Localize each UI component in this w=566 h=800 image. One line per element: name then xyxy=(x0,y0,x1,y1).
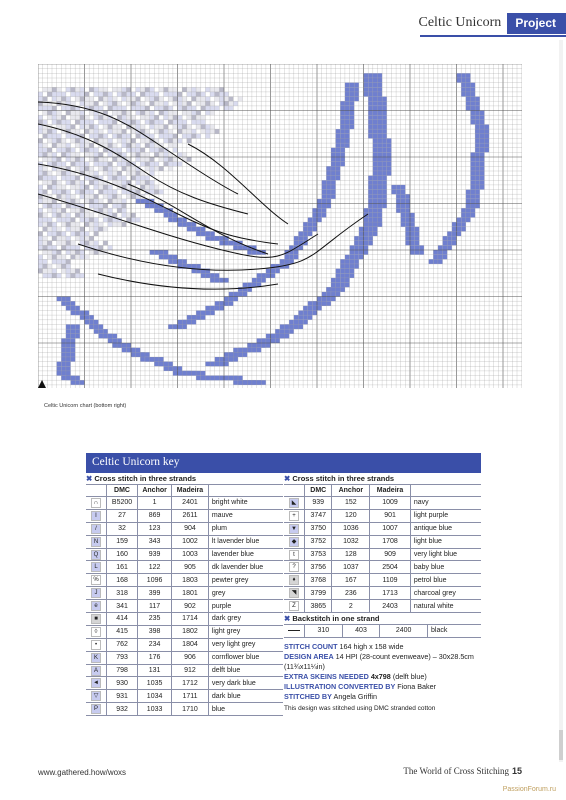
symbol-icon: J xyxy=(91,588,101,598)
table-row: L 161 122 905 dk lavender blue xyxy=(86,561,283,574)
cross-stitch-chart xyxy=(38,64,522,388)
colour-key xyxy=(86,453,481,716)
project-info: STITCH COUNT 164 high x 158 wide DESIGN AREA 14 HPI (28-count evenweave) – 30x28.5cm (11¾x11¼in) EXTRA SKEINS NEEDED 4x798 (delft blue) ILLUSTRATION CONVERTED BY Fiona Baker STITCHED BY Angela Griffin This design was stitched using DMC stranded cotton xyxy=(284,641,474,712)
symbol-icon: I xyxy=(91,511,101,521)
backstitch-table xyxy=(284,625,481,638)
symbol-icon: Q xyxy=(91,550,101,560)
table-row: / 32 123 904 plum xyxy=(86,522,283,535)
cross-icon: ✖ xyxy=(284,614,291,624)
table-row: 310 403 2400 black xyxy=(284,625,481,637)
symbol-icon: / xyxy=(91,524,101,534)
table-row: ? 3756 1037 2504 baby blue xyxy=(284,561,481,574)
table-row: ▼ 3750 1036 1007 antique blue xyxy=(284,522,481,535)
chart-caption: Celtic Unicorn chart (bottom right) xyxy=(44,403,127,409)
symbol-icon: ? xyxy=(289,562,299,572)
table-row: ▽ 931 1034 1711 dark blue xyxy=(86,690,283,703)
table-row: ◥ 3799 236 1713 charcoal grey xyxy=(284,587,481,600)
table-row: N 159 343 1002 lt lavender blue xyxy=(86,535,283,548)
symbol-icon: e xyxy=(91,601,101,611)
table-row: A 798 131 912 delft blue xyxy=(86,664,283,677)
symbol-icon: + xyxy=(289,511,299,521)
symbol-icon: N xyxy=(91,537,101,547)
header-title: Celtic Unicorn xyxy=(418,15,502,30)
key-table-left xyxy=(86,485,283,716)
col-header: DMC xyxy=(305,485,332,497)
symbol-icon: ■ xyxy=(91,614,101,624)
key-title: Celtic Unicorn key xyxy=(86,453,481,473)
table-row: • 762 234 1804 very light grey xyxy=(86,638,283,651)
header-rule xyxy=(420,35,566,37)
key-left-column xyxy=(86,473,283,716)
section-heading: ✖ Cross stitch in three strands xyxy=(86,473,283,485)
section-heading: ✖ Backstitch in one strand xyxy=(284,613,481,625)
symbol-icon: P xyxy=(91,704,101,714)
table-row: ◊ 415 398 1802 light grey xyxy=(86,625,283,638)
table-row: Q 160 939 1003 lavender blue xyxy=(86,548,283,561)
table-row: P 932 1033 1710 blue xyxy=(86,703,283,716)
table-row: ◆ 3752 1032 1708 light blue xyxy=(284,535,481,548)
watermark: PassionForum.ru xyxy=(502,786,556,793)
col-header: Madeira xyxy=(370,485,411,497)
section-heading: ✖ Cross stitch in three strands xyxy=(284,473,481,485)
symbol-icon: ◥ xyxy=(289,588,299,598)
symbol-icon: ◄ xyxy=(91,678,101,688)
symbol-icon: ▼ xyxy=(289,524,299,534)
table-row: J 318 399 1801 grey xyxy=(86,587,283,600)
footer-url: www.gathered.how/woxs xyxy=(38,768,127,777)
table-row: Z 3865 2 2403 natural white xyxy=(284,600,481,613)
cross-icon: ✖ xyxy=(284,474,291,483)
table-row: ◣ 939 152 1009 navy xyxy=(284,497,481,510)
cross-icon: ✖ xyxy=(86,474,93,483)
table-row: ◄ 930 1035 1712 very dark blue xyxy=(86,677,283,690)
symbol-icon: ▽ xyxy=(91,691,101,701)
symbol-icon: A xyxy=(91,666,101,676)
col-header: DMC xyxy=(107,485,138,497)
table-row: K 793 176 906 cornflower blue xyxy=(86,651,283,664)
symbol-icon: ♦ xyxy=(289,575,299,585)
symbol-icon: • xyxy=(91,640,101,650)
col-header: Anchor xyxy=(138,485,172,497)
symbol-icon: Z xyxy=(289,601,299,611)
table-row: e 341 117 902 purple xyxy=(86,600,283,613)
scrollbar-thumb[interactable] xyxy=(559,730,563,760)
page-number: 15 xyxy=(511,766,522,776)
symbol-icon: ◆ xyxy=(289,537,299,547)
symbol-icon: % xyxy=(91,575,101,585)
key-table-right xyxy=(284,485,481,613)
table-row: t 3753 128 909 very light blue xyxy=(284,548,481,561)
table-row: ∩ B5200 1 2401 bright white xyxy=(86,497,283,510)
scrollbar[interactable] xyxy=(559,40,563,762)
table-row: ♦ 3768 167 1109 petrol blue xyxy=(284,574,481,587)
col-header: Madeira xyxy=(172,485,209,497)
symbol-icon: L xyxy=(91,562,101,572)
col-header: Anchor xyxy=(332,485,370,497)
table-row: % 168 1096 1803 pewter grey xyxy=(86,574,283,587)
symbol-icon: ◊ xyxy=(91,627,101,637)
backstitch-line-icon xyxy=(288,630,300,632)
key-right-column xyxy=(284,473,481,716)
page-header xyxy=(419,12,566,34)
symbol-icon: ◣ xyxy=(289,498,299,508)
table-row: ■ 414 235 1714 dark grey xyxy=(86,613,283,626)
symbol-icon: K xyxy=(91,653,101,663)
table-row: I 27 869 2611 mauve xyxy=(86,509,283,522)
header-tag: Project xyxy=(507,13,566,34)
symbol-icon: t xyxy=(289,550,299,560)
symbol-icon: ∩ xyxy=(91,498,101,508)
footer-magazine: The World of Cross Stitching 15 xyxy=(403,766,522,776)
table-row: + 3747 120 901 light purple xyxy=(284,509,481,522)
